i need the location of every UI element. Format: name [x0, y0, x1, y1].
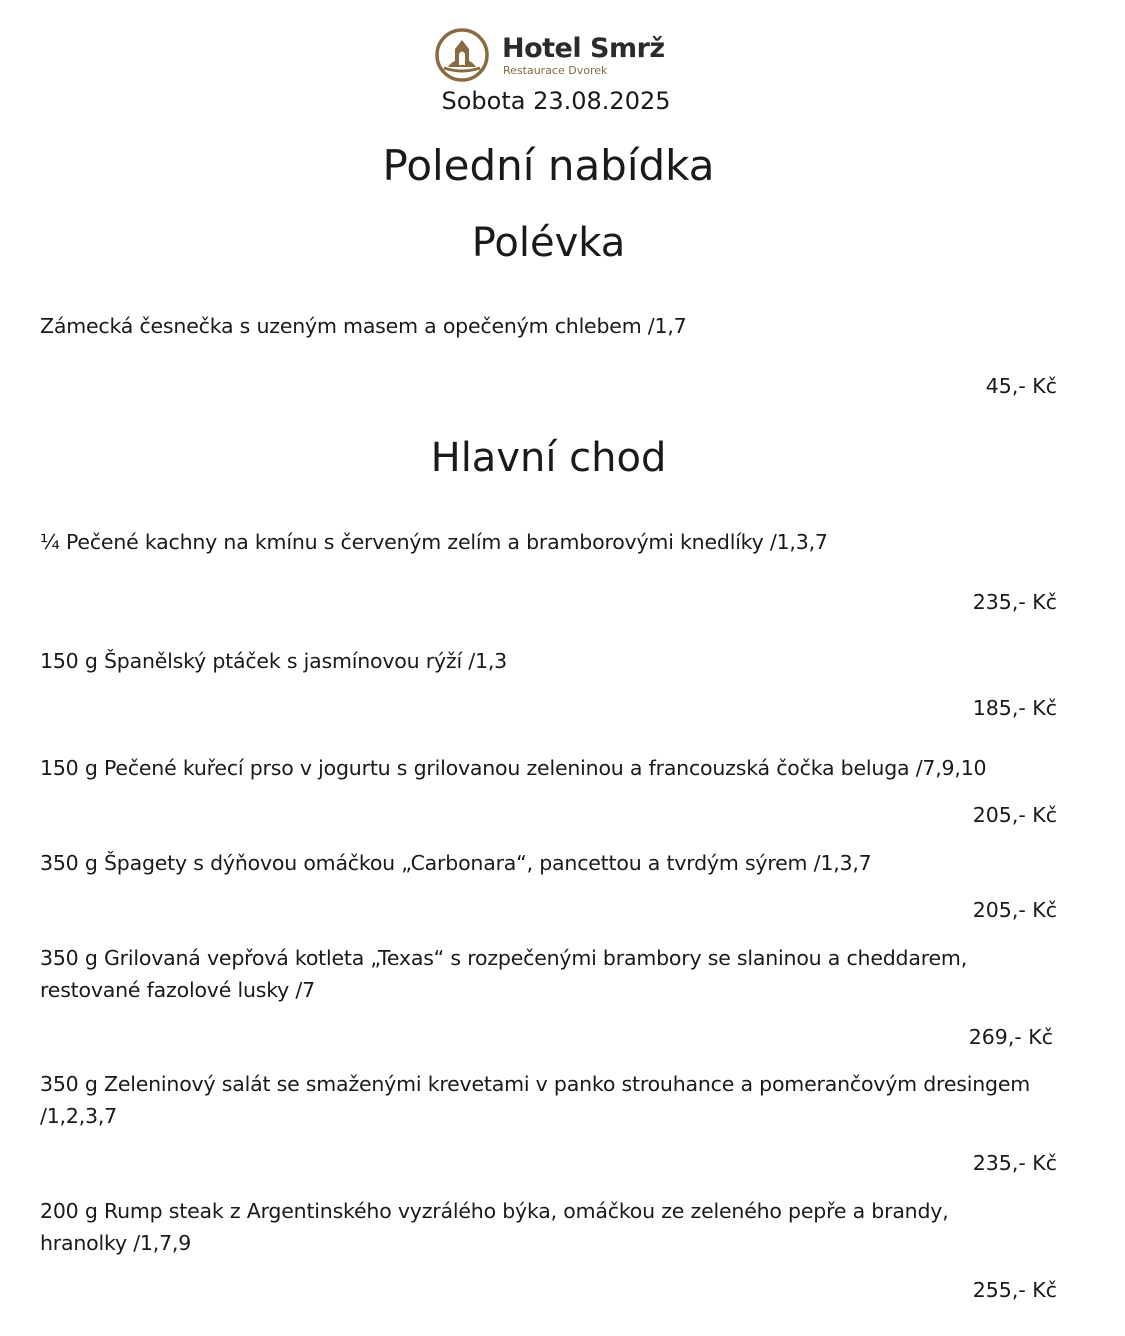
page-title: Polední nabídka: [382, 141, 715, 190]
section-heading-main-course: Hlavní chod: [430, 435, 667, 481]
section-heading-soup: Polévka: [471, 220, 626, 266]
hotel-logo: [434, 26, 665, 84]
menu-item-name: 150 g Španělský ptáček s jasmínovou rýží /1,3: [40, 649, 507, 673]
menu-item-name: 350 g Grilovaná vepřová kotleta „Texas“ s rozpečenými brambory se slaninou a cheddarem, restované fazolové lusky /7: [40, 946, 968, 1002]
menu-item-price: 235,- Kč: [972, 590, 1057, 614]
menu-item-price: 185,- Kč: [972, 696, 1057, 720]
menu-date: Sobota 23.08.2025: [441, 87, 671, 115]
menu-item-name: 350 g Špagety s dýňovou omáčkou „Carbonara“, pancettou a tvrdým sýrem /1,3,7: [40, 851, 872, 875]
menu-item-name: 350 g Zeleninový salát se smaženými krevetami v panko strouhance a pomerančovým dresingem /1,2,3,7: [40, 1072, 1031, 1128]
menu-item-name: ¼ Pečené kachny na kmínu s červeným zelím a bramborovými knedlíky /1,3,7: [40, 530, 828, 554]
menu-item-price: 205,- Kč: [972, 803, 1057, 827]
menu-item-price: 269,- Kč: [968, 1025, 1053, 1049]
menu-item-price: 235,- Kč: [972, 1151, 1057, 1175]
menu-item-name: Zámecká česnečka s uzeným masem a opečeným chlebem /1,7: [40, 314, 687, 338]
menu-item-name: 150 g Pečené kuřecí prso v jogurtu s grilovanou zeleninou a francouzská čočka beluga /7,9,10: [40, 756, 987, 780]
hotel-logo-icon: [434, 27, 490, 83]
menu-item-price: 45,- Kč: [985, 374, 1057, 398]
menu-item-price: 255,- Kč: [972, 1278, 1057, 1302]
menu-item-price: 205,- Kč: [972, 898, 1057, 922]
menu-item-name: 200 g Rump steak z Argentinského vyzrálého býka, omáčkou ze zeleného pepře a brandy, hranolky /1,7,9: [40, 1199, 949, 1255]
hotel-name: Hotel Smrž: [502, 32, 665, 64]
restaurant-name: Restaurace Dvorek: [503, 63, 608, 77]
